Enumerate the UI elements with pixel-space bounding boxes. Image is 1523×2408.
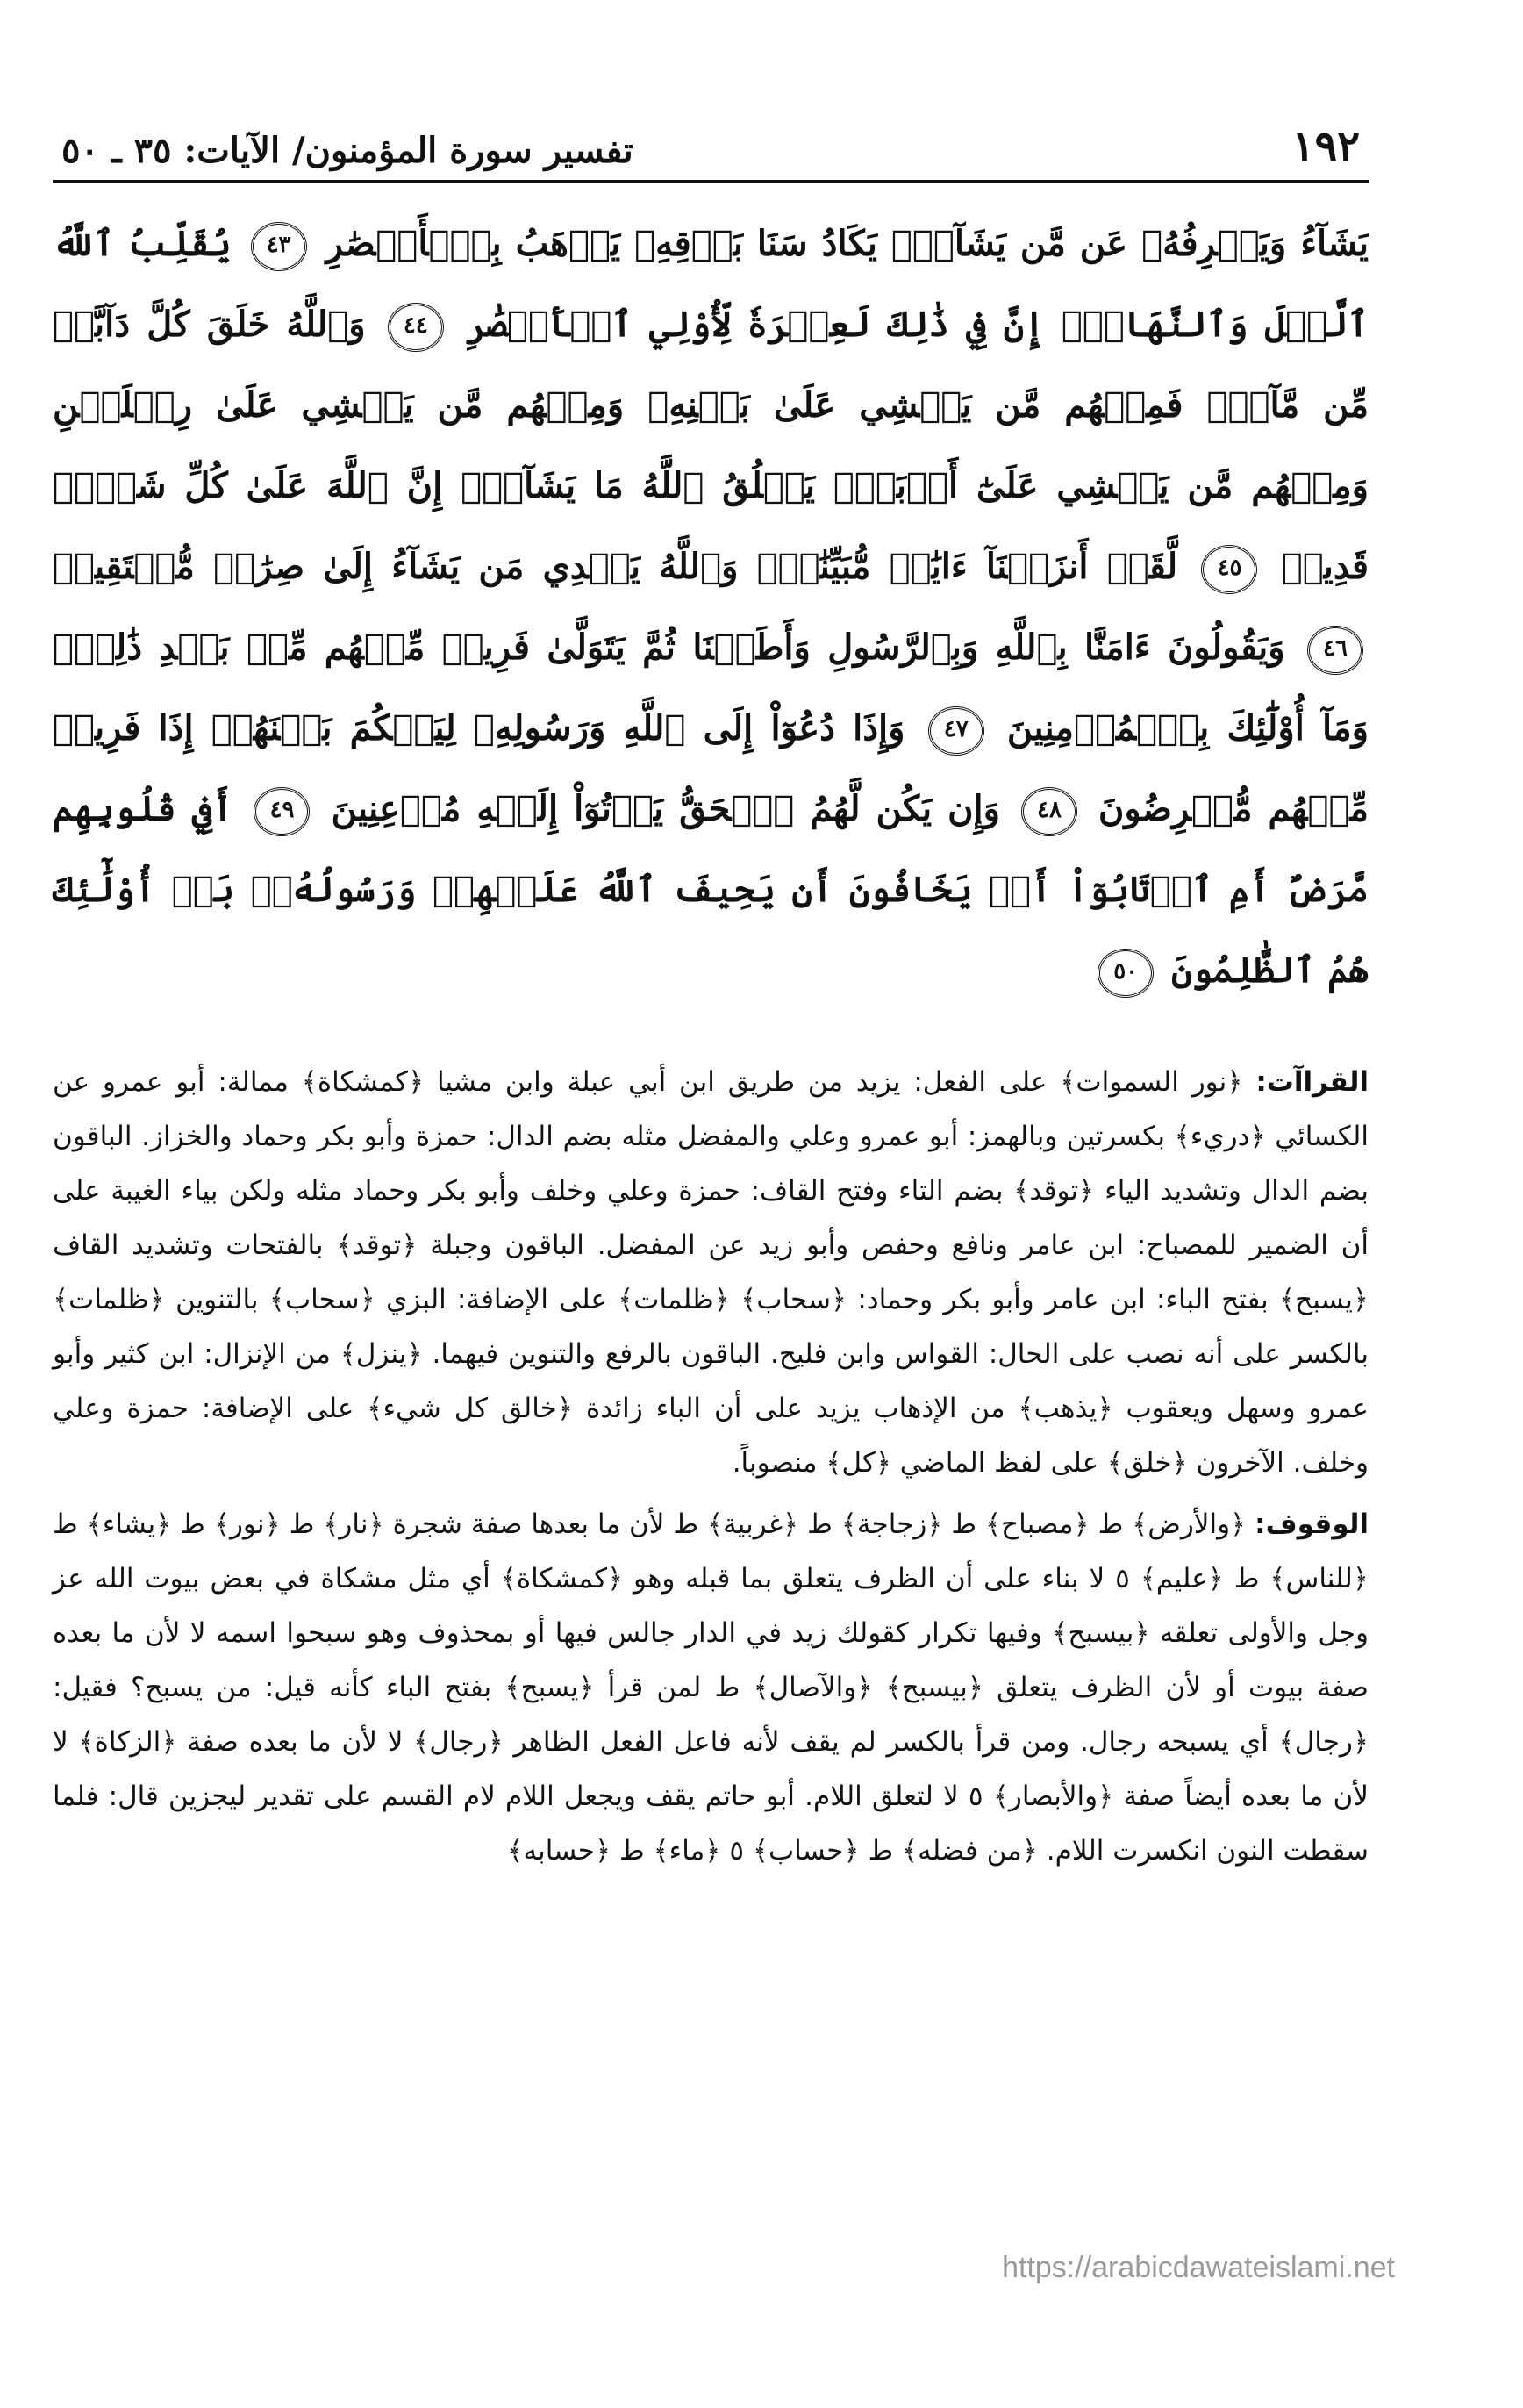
verse-number-marker: ٥٠ [1098,949,1154,998]
verse-number-marker: ٤٦ [1307,626,1363,675]
commentary-block [53,1055,1369,1878]
verse-text: أَفِي قُلُوبِهِم مَّرَضٌ أَمِ ٱرۡتَابُوٓاْ أَمۡ يَخَافُونَ أَن يَحِيفَ ٱللَّهُ عَلَيۡهِمۡ وَرَسُولُهُۥۚ بَلۡ أُوْلَٰٓئِكَ هُمُ ٱلظَّٰلِمُونَ [53,788,1369,991]
quran-text-block [53,204,1369,1011]
verse-text: لَّقَدۡ أَنزَلۡنَآ ءَايَٰتٖ مُّبَيِّنَٰتٖۚ وَٱللَّهُ يَهۡدِي مَن يَشَآءُ إِلَىٰ صِرَٰطٖ مُّسۡتَقِيمٖ [53,546,1178,587]
verse-number-marker: ٤٩ [254,787,310,836]
verse-number-marker: ٤٥ [1201,545,1257,594]
readings-text: ﴿نور السموات﴾ على الفعل: يزيد من طريق ابن أبي عبلة وابن مشيا ﴿كمشكاة﴾ ممالة: أبو عمرو عن الكسائي ﴿دريء﴾ بكسرتين وبالهمز: أبو عمرو وعلي والمفضل مثله بضم الدال: حمزة وأبو بكر وحماد والخزاز. الباقون بضم الدال وتشديد الياء ﴿توقد﴾ بضم التاء وفتح القاف: حمزة وعلي وخلف وأبو بكر وحماد مثله ولكن بياء الغيبة على أن الضمير للمصباح: ابن عامر ونافع وحفص وأبو زيد عن المفضل. الباقون وجبلة ﴿توقد﴾ بالفتحات وتشديد القاف ﴿يسبح﴾ بفتح الباء: ابن عامر وأبو بكر وحماد: ﴿سحاب﴾ ﴿ظلمات﴾ على الإضافة: البزي ﴿سحاب﴾ بالتنوين ﴿ظلمات﴾ بالكسر على أنه نصب على الحال: القواس وابن فليح. الباقون بالرفع والتنوين فيهما. ﴿ينزل﴾ من الإنزال: ابن كثير وأبو عمرو وسهل ويعقوب ﴿يذهب﴾ من الإذهاب يزيد على أن الباء زائدة ﴿خالق كل شيء﴾ على الإضافة: حمزة وعلي وخلف. الآخرون ﴿خلق﴾ على لفظ الماضي ﴿كل﴾ منصوباً. [53,1066,1369,1479]
verse-number-marker: ٤٧ [928,706,984,756]
verse-number-marker: ٤٤ [388,303,444,352]
readings-paragraph [53,1055,1369,1490]
verse-text: وَٱللَّهُ خَلَقَ كُلَّ دَآبَّةٖ مِّن مَّآءٖۖ فَمِنۡهُم مَّن يَمۡشِي عَلَىٰ بَطۡنِهِۦ وَمِنۡهُم مَّن يَمۡشِي عَلَىٰ رِجۡلَيۡنِ وَمِنۡهُم مَّن يَمۡشِي عَلَىٰٓ أَرۡبَعٖۚ يَخۡلُقُ ٱللَّهُ مَا يَشَآءُۚ إِنَّ ٱللَّهَ عَلَىٰ كُلِّ شَيۡءٖ قَدِيرٞ [53,304,1369,587]
page-number: ١٩٢ [1291,122,1360,171]
verse-number-marker: ٤٨ [1021,787,1077,836]
verse-text: يُقَلِّبُ ٱللَّهُ ٱلَّيۡلَ وَٱلنَّهَارَۚ إِنَّ فِي ذَٰلِكَ لَعِبۡرَةٗ لِّأُوْلِي ٱلۡأَبۡصَٰرِ [53,223,1369,345]
verse-text: يَشَآءُ وَيَصۡرِفُهُۥ عَن مَّن يَشَآءُۖ يَكَادُ سَنَا بَرۡقِهِۦ يَذۡهَبُ بِٱلۡأَبۡصَٰرِ [325,223,1369,264]
watermark-url: https://arabicdawateislami.net [1002,2251,1395,2284]
pauses-heading: الوقوف: [1255,1509,1369,1540]
verse-text: وَإِن يَكُن لَّهُمُ ٱلۡحَقُّ يَأۡتُوٓاْ إِلَيۡهِ مُذۡعِنِينَ [331,788,1000,829]
readings-heading: القراآت: [1255,1066,1369,1098]
verse-text: وَإِذَا دُعُوٓاْ إِلَى ٱللَّهِ وَرَسُولِهِۦ لِيَحۡكُمَ بَيۡنَهُمۡ إِذَا فَرِيقٞ مِّنۡهُم مُّعۡرِضُونَ [53,707,1369,829]
verse-number-marker: ٤٣ [251,222,307,271]
pauses-paragraph [53,1497,1369,1878]
book-page [53,110,1369,2383]
verse-text: وَيَقُولُونَ ءَامَنَّا بِٱللَّهِ وَبِٱلرَّسُولِ وَأَطَعۡنَا ثُمَّ يَتَوَلَّىٰ فَرِيقٞ مِّنۡهُم مِّنۢ بَعۡدِ ذَٰلِكَۚ وَمَآ أُوْلَٰٓئِكَ بِٱلۡمُؤۡمِنِينَ [53,627,1369,749]
running-title: تفسير سورة المؤمنون/ الآيات: ٣٥ ـ ٥٠ [61,130,633,171]
pauses-text: ﴿والأرض﴾ ط ﴿مصباح﴾ ط ﴿زجاجة﴾ ط ﴿غربية﴾ ط لأن ما بعدها صفة شجرة ﴿نار﴾ ط ﴿نور﴾ ط ﴿يشاء﴾ ط ﴿للناس﴾ ط ﴿عليم﴾ ٥ لا بناء على أن الظرف يتعلق بما قبله وهو ﴿كمشكاة﴾ أي مثل مشكاة في بعض بيوت الله عز وجل والأولى تعلقه ﴿بيسبح﴾ وفيها تكرار كقولك زيد في الدار جالس فيها أو بمحذوف وهو سبحوا اسمه لا لأن ما بعده صفة بيوت أو لأن الظرف يتعلق ﴿بيسبح﴾ ﴿والآصال﴾ ط لمن قرأ ﴿يسبح﴾ بفتح الباء كأنه قيل: من يسبح؟ فقيل: ﴿رجال﴾ أي يسبحه رجال. ومن قرأ بالكسر لم يقف لأنه فاعل الفعل الظاهر ﴿رجال﴾ لا لأن ما بعده صفة ﴿الزكاة﴾ لا لأن ما بعده أيضاً صفة ﴿والأبصار﴾ ٥ لا لتعلق اللام. أبو حاتم يقف ويجعل اللام لام القسم على تقدير ليجزين قال: فلما سقطت النون انكسرت اللام. ﴿من فضله﴾ ط ﴿حساب﴾ ٥ ﴿ماء﴾ ط ﴿حسابه﴾ [53,1509,1369,1867]
page-header [53,110,1369,183]
